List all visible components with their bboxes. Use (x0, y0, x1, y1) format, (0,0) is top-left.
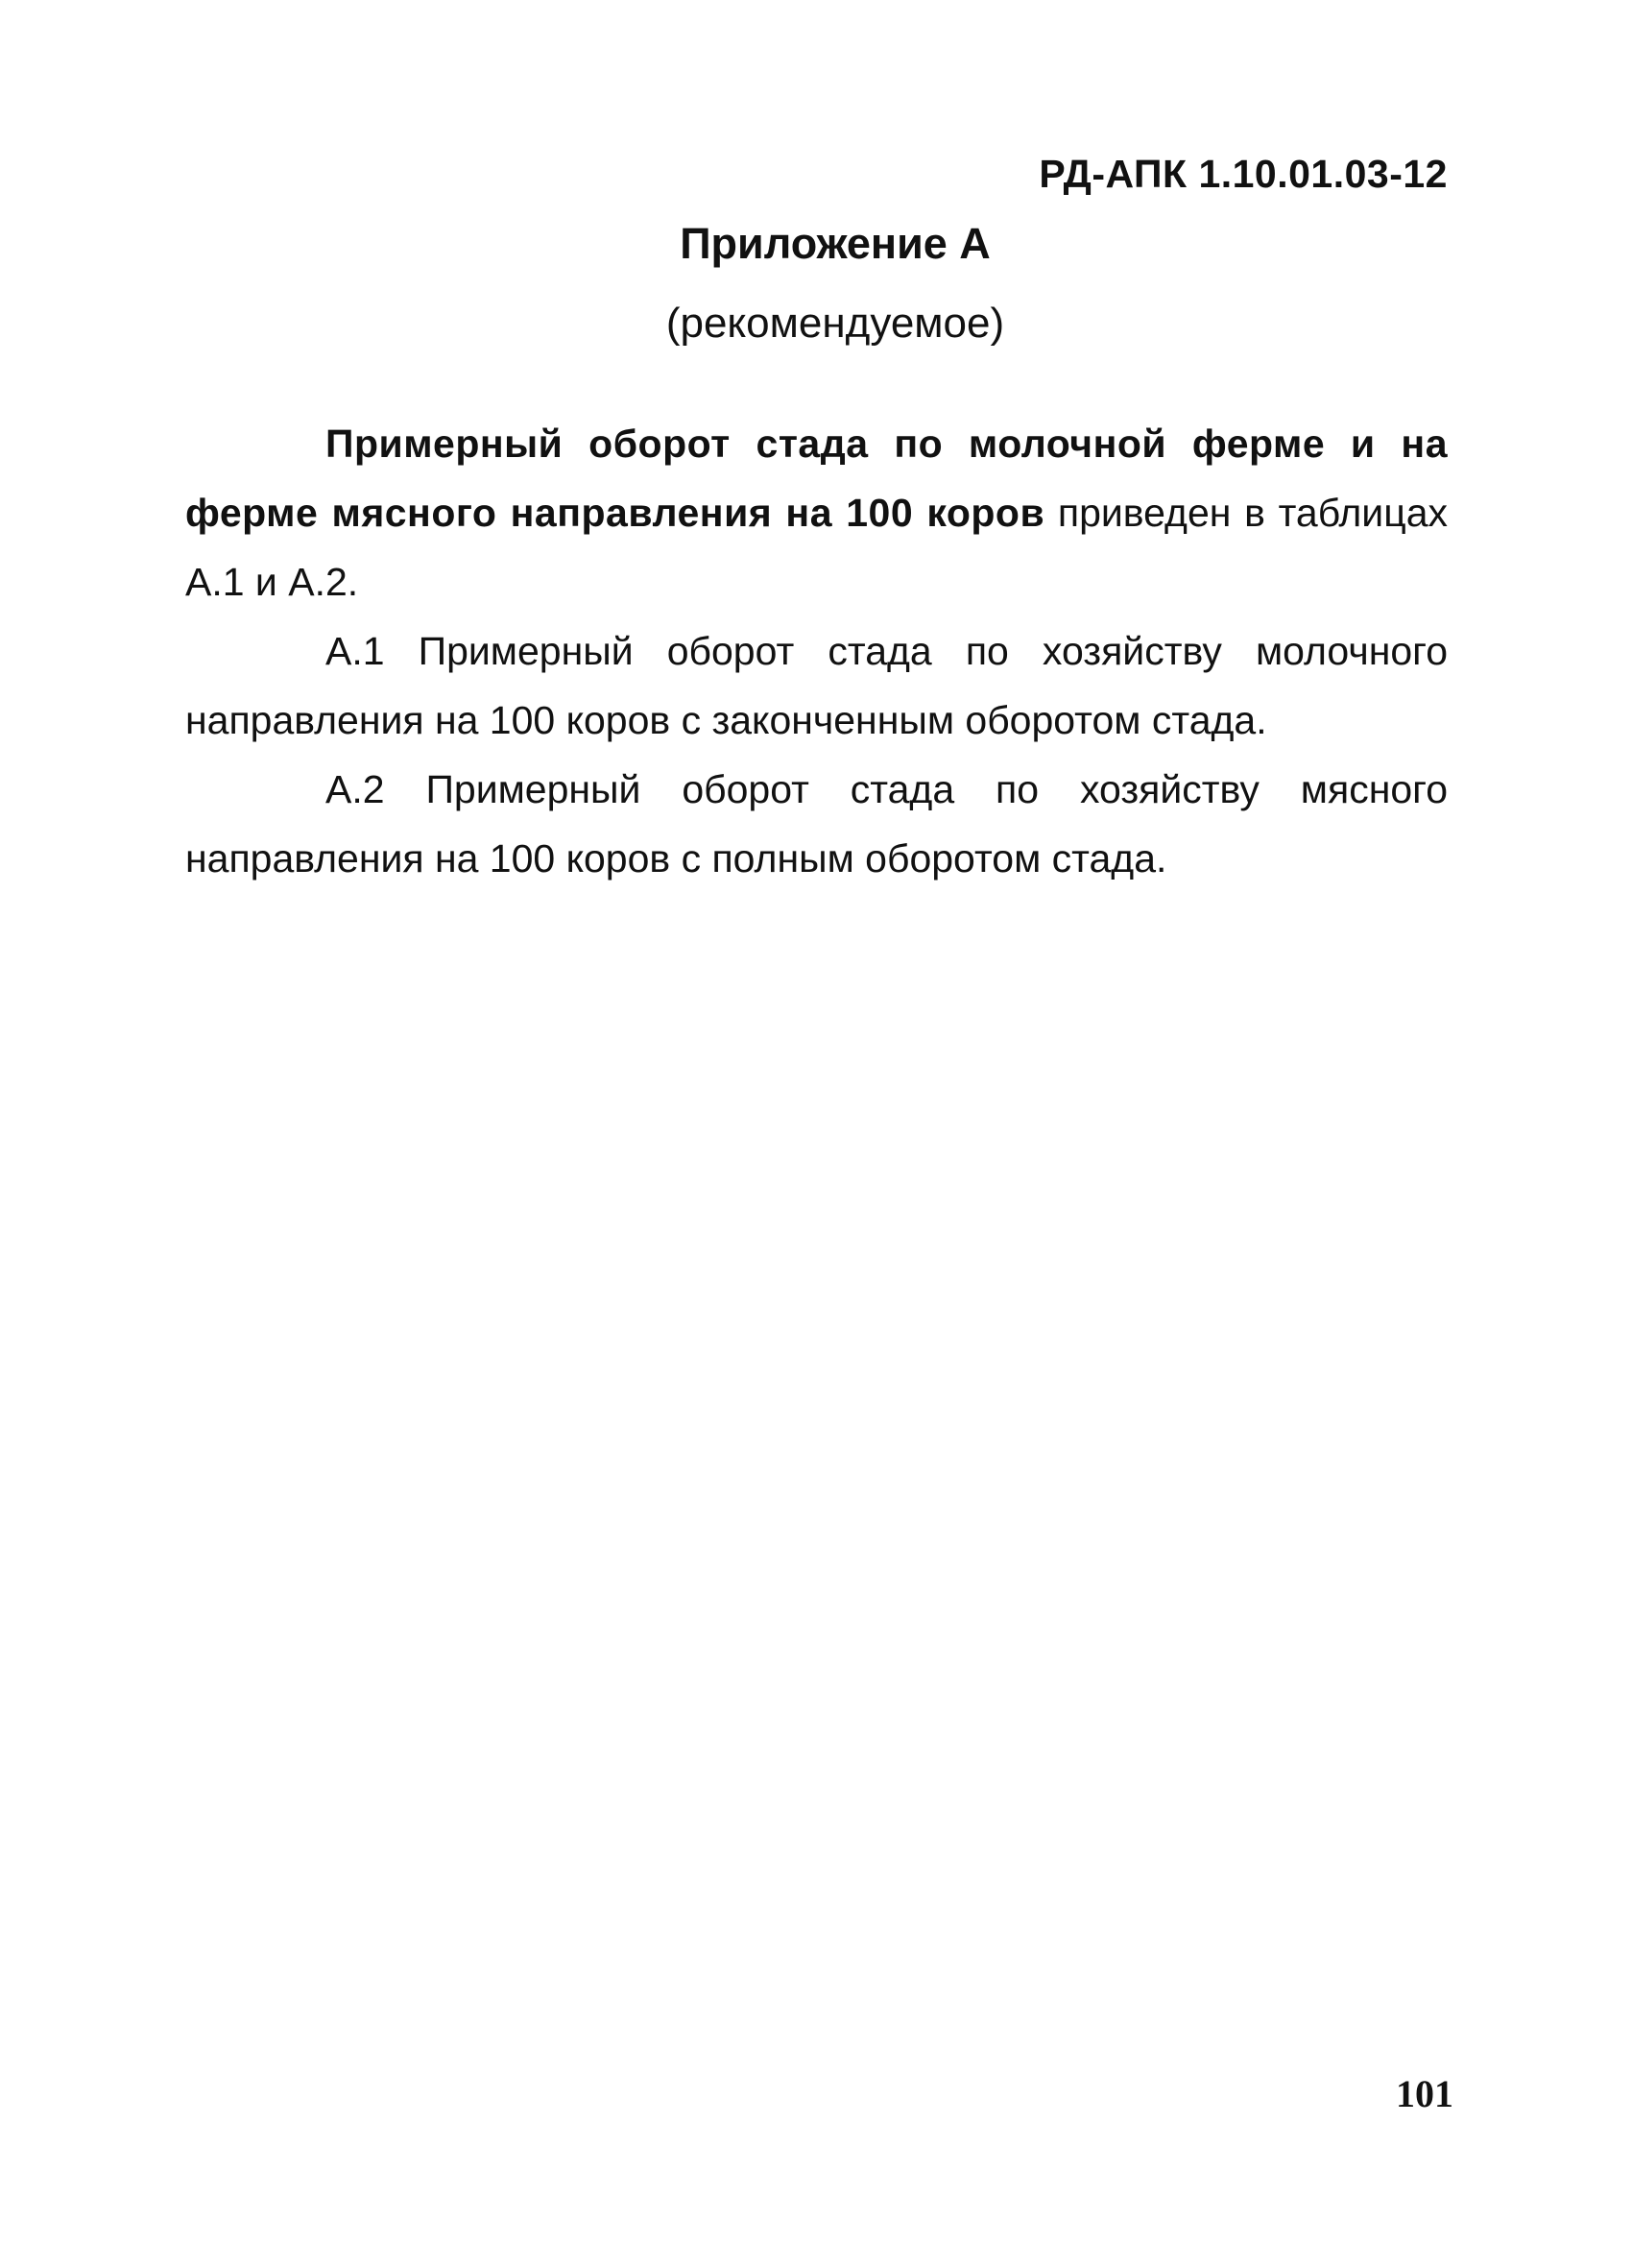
appendix-title: Приложение А (680, 219, 991, 268)
intro-paragraph (185, 409, 1448, 616)
page-number: 101 (1396, 2072, 1453, 2115)
paragraph-a2: А.2 Примерный оборот стада по хозяйству мясного направления на 100 коров с полным оборотом стада. (185, 767, 1448, 881)
intro-bold-text: Примерный оборот стада по молочной ферме и на ферме мясного направления на 100 коров (185, 422, 1448, 535)
intro-rest-text: приведен в таблицах А.1 и А.2. (185, 491, 1448, 604)
paragraph-a1: А.1 Примерный оборот стада по хозяйству молочного направления на 100 коров с законченным оборотом стада. (185, 629, 1448, 742)
document-code: РД-АПК 1.10.01.03-12 (1039, 152, 1448, 196)
appendix-note: (рекомендуемое) (665, 300, 1005, 347)
